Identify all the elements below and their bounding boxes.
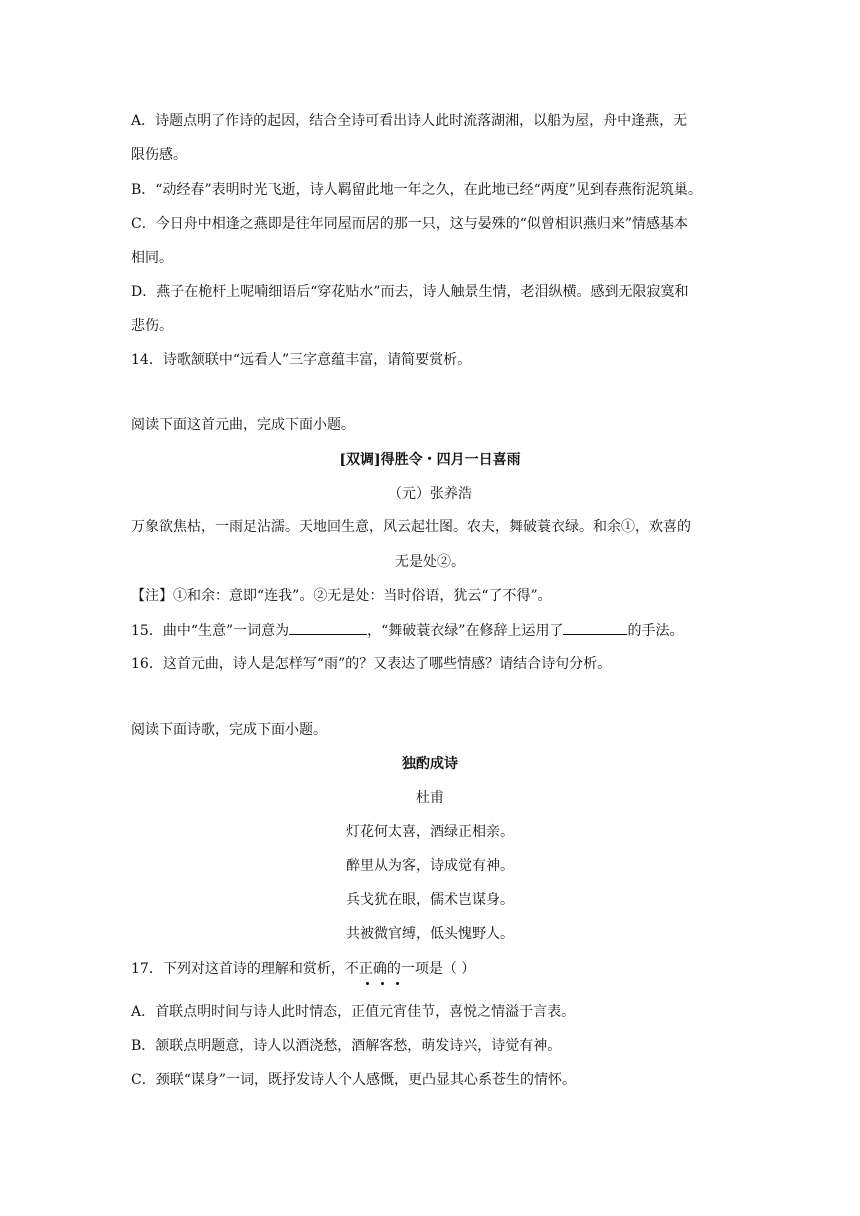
section2-body-line2: 无是处②。 [395, 554, 465, 570]
section2-intro: 阅读下面这首元曲，完成下面小题。 [131, 417, 355, 433]
question-15 [131, 620, 683, 641]
q17-option-b: B．颔联点明题意，诗人以酒浇愁，酒解客愁，萌发诗兴，诗觉有神。 [131, 1038, 562, 1054]
question-15-part3: 的手法。 [627, 623, 684, 639]
section3-intro: 阅读下面诗歌，完成下面小题。 [131, 722, 327, 738]
q13-option-a-line2: 限伤感。 [131, 147, 187, 163]
question-14: 14．诗歌颔联中“远看人”三字意蕴丰富，请简要赏析。 [131, 352, 472, 368]
question-15-part1: 15．曲中“生意”一词意为 [131, 623, 290, 639]
q17-option-a: A．首联点明时间与诗人此时情态，正值元宵佳节，喜悦之情溢于言表。 [131, 1004, 576, 1020]
section2-body-line1: 万象欲焦枯，一雨足沾濡。天地回生意，风云起壮图。农夫，舞破蓑衣绿。和余①，欢喜的 [131, 519, 691, 535]
q17-option-c: C．颈联“谋身”一词，既抒发诗人个人感慨，更凸显其心系苍生的情怀。 [131, 1072, 577, 1088]
answer-blank-1[interactable] [289, 620, 367, 635]
poem-line-1: 灯花何太喜，酒绿正相亲。 [346, 824, 514, 840]
emphasis-dots [364, 982, 424, 988]
section2-author: （元）张养浩 [388, 486, 472, 502]
q13-option-c-line2: 相同。 [131, 250, 173, 266]
question-15-part2: ，“舞破蓑衣绿”在修辞上运用了 [367, 623, 564, 639]
answer-blank-2[interactable] [563, 620, 627, 635]
q13-option-d-line2: 悲伤。 [131, 318, 173, 334]
section2-title: [双调]得胜令・四月一日喜雨 [339, 452, 521, 468]
q13-option-a-line1: A．诗题点明了作诗的起因，结合全诗可看出诗人此时流落湖湘，以船为屋，舟中逢燕，无 [131, 113, 688, 129]
q13-option-d-line1: D．燕子在桅杆上呢喃细语后“穿花贴水”而去，诗人触景生情，老泪纵横。感到无限寂寞和 [131, 284, 689, 300]
poem-title: 独酌成诗 [402, 756, 458, 772]
q13-option-b: B．“动经春”表明时光飞逝，诗人羁留此地一年之久，在此地已经“两度”见到春燕衔泥筑巢。 [131, 182, 702, 198]
section2-note: 【注】①和余：意即“连我”。②无是处：当时俗语，犹云“了不得”。 [131, 588, 552, 604]
question-16: 16．这首元曲，诗人是怎样写“雨”的？又表达了哪些情感？请结合诗句分析。 [131, 656, 612, 672]
poem-line-2: 醉里从为客，诗成觉有神。 [346, 858, 514, 874]
poem-line-4: 共被微官缚，低头愧野人。 [346, 926, 514, 942]
poem-line-3: 兵戈犹在眼，儒术岂谋身。 [346, 892, 514, 908]
question-17: 17．下列对这首诗的理解和赏析，不正确的一项是（ ） [131, 961, 476, 977]
poem-author: 杜甫 [416, 790, 444, 806]
q13-option-c-line1: C．今日舟中相逢之燕即是往年同屋而居的那一只，这与晏殊的“似曾相识燕归来”情感基本 [131, 216, 689, 232]
